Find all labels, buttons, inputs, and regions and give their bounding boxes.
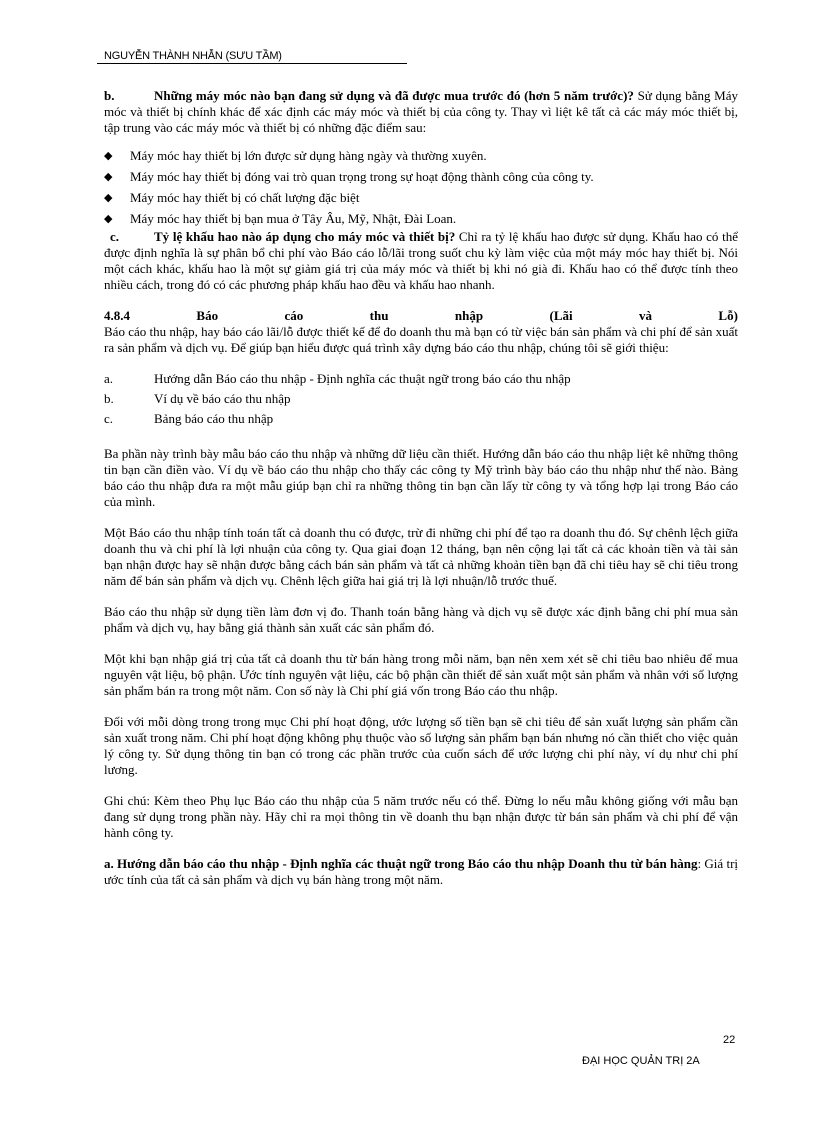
section-b-text: Sử dụng bằng Máy móc và thiết bị chính khác để xác định các máy móc và thiết bị của công ty. Thay vì liệt kê tất cả các máy móc thiết bị, tập trung vào các máy móc và thiết bị có những đặc điểm sau: [104,88,739,135]
header-rule [97,63,407,64]
bullet-item: ◆ Máy móc hay thiết bị đóng vai trò quan trọng trong sự hoạt động thành công của công ty. [104,169,594,184]
diamond-bullet-icon: ◆ [104,171,113,183]
paragraph: Một khi bạn nhập giá trị của tất cả doanh thu từ bán hàng trong mỗi năm, bạn nên xem xét sẽ chi tiêu bao nhiêu để mua nguyên vật liệu, bộ phận. Ước tính nguyên vật liệu, các bộ phận cần thiết để sản xuất một sản phẩm và nhân với số lượng sản phẩm bán ra trong một năm. Con số này là Chi phí giá vốn trong Báo cáo thu nhập. [104,651,738,698]
section-b-title: Những máy móc nào bạn đang sử dụng và đã được mua trước đó (hơn 5 năm trước)? [154,88,634,103]
list-item: a. Hướng dẫn Báo cáo thu nhập - Định nghĩa các thuật ngữ trong báo cáo thu nhập [104,371,571,386]
diamond-bullet-icon: ◆ [104,192,113,204]
paragraph: Ghi chú: Kèm theo Phụ lục Báo cáo thu nhập của 5 năm trước nếu có thể. Đừng lo nếu mẫu không giống với mẫu bạn đang sử dụng trong phần này. Hãy chỉ ra mọi thông tin về doanh thu bạn nhận được từ bán sản phẩm và chi phí để vận hành công ty. [104,793,738,840]
list-item: b. Ví dụ về báo cáo thu nhập [104,391,291,406]
final-heading: a. Hướng dẫn báo cáo thu nhập - Định nghĩa các thuật ngữ trong Báo cáo thu nhập [104,856,565,871]
section-c-label: c. [110,229,120,244]
final-text: : Giá trị ước tính của tất cả sản phẩm và dịch vụ bán hàng trong một năm. [104,856,739,887]
paragraph: Báo cáo thu nhập sử dụng tiền làm đơn vị đo. Thanh toán bằng hàng và dịch vụ sẽ được xác định bằng chi phí mua sản phẩm và dịch vụ, hay bằng giá thành sản xuất các sản phẩm đó. [104,604,738,635]
paragraph: Đối với mỗi dòng trong trong mục Chi phí hoạt động, ước lượng số tiền bạn sẽ chi tiêu để sản xuất lượng sản phẩm cần sản xuất trong năm. Chi phí hoạt động không phụ thuộc vào số lượng sản phẩm bạn bán nhưng nó cần thiết cho việc quản lý công ty. Sử dụng thông tin bạn có trong các phần trước của cuốn sách để ước lượng chi phí này, ví dụ như chi phí lương. [104,714,738,777]
bullet-list [104,148,738,227]
document-body [104,88,738,888]
final-section [104,856,738,888]
bullet-item: ◆ Máy móc hay thiết bị có chất lượng đặc biệt [104,190,360,205]
diamond-bullet-icon: ◆ [104,150,113,162]
section-b-label: b. [104,88,115,103]
bullet-item: ◆ Máy móc hay thiết bị lớn được sử dụng hàng ngày và thường xuyên. [104,148,487,163]
section-b [104,88,738,136]
list-item: c. Bảng báo cáo thu nhập [104,411,274,426]
lettered-list [104,371,738,427]
footer-text: ĐẠI HỌC QUẢN TRỊ 2A [582,1055,700,1067]
diamond-bullet-icon: ◆ [104,213,113,225]
final-term: Doanh thu từ bán hàng [568,856,698,871]
page-number: 22 [723,1034,736,1046]
paragraph: Một Báo cáo thu nhập tính toán tất cả doanh thu có được, trừ đi những chi phí để tạo ra doanh thu đó. Sự chênh lệch giữa doanh thu và chi phí là lợi nhuận của công ty. Qua giai đoạn 12 tháng, bạn nên cộng lại tất cả các khoản tiền và tài sản bạn nhận được hay sẽ nhận được bằng cách bán sản phẩm và tất cả những khoản tiền bạn đã chi tiêu hay sẽ chi tiêu trong năm để bán sản phẩm và dịch vụ. Chênh lệch giữa hai giá trị là lợi nhuận/lỗ trước thuế. [104,525,738,588]
bullet-item: ◆ Máy móc hay thiết bị bạn mua ở Tây Âu, Mỹ, Nhật, Đài Loan. [104,211,457,226]
section-c-title: Tỷ lệ khấu hao nào áp dụng cho máy móc và thiết bị? [154,229,456,244]
paragraph: Ba phần này trình bày mẫu báo cáo thu nhập và những dữ liệu cần thiết. Hướng dẫn báo cáo thu nhập liệt kê những thông tin bạn cần điền vào. Ví dụ về báo cáo thu nhập cho thấy các công ty Mỹ trình bày báo cáo thu nhập như thế nào. Bảng báo cáo thu nhập đưa ra một mẫu giúp bạn chỉ ra những thông tin bạn cần lấy từ công ty và tổng hợp lại trong Báo cáo của mình. [104,446,738,509]
section-484-heading: 4.8.4 Báo cáo thu nhập (Lãi và Lỗ) [104,308,738,323]
section-c [104,229,738,293]
section-c-text: Chỉ ra tỷ lệ khấu hao được sử dụng. Khấu hao có thể được định nghĩa là sự phân bổ chi phí vào Báo cáo lỗ/lãi trong suốt chu kỳ làm việc của một máy móc hay thiết bị. Nói một cách khác, khấu hao là một sự giảm giá trị của máy móc và thiết bị khi nó già đi. Khấu hao có thể được tính theo nhiều cách, trong đó có các phương pháp khấu hao đều và khấu hao nhanh. [104,229,738,292]
section-484-text: Báo cáo thu nhập, hay báo cáo lãi/lỗ được thiết kế để đo doanh thu mà bạn có từ việc bán sản phẩm và chi phí để sản xuất ra sản phẩm và dịch vụ. Để giúp bạn hiểu được quá trình xây dựng báo cáo thu nhập, chúng tôi sẽ giới thiệu: [104,324,738,355]
running-header: NGUYỄN THÀNH NHẪN (SƯU TẦM) [104,50,282,62]
